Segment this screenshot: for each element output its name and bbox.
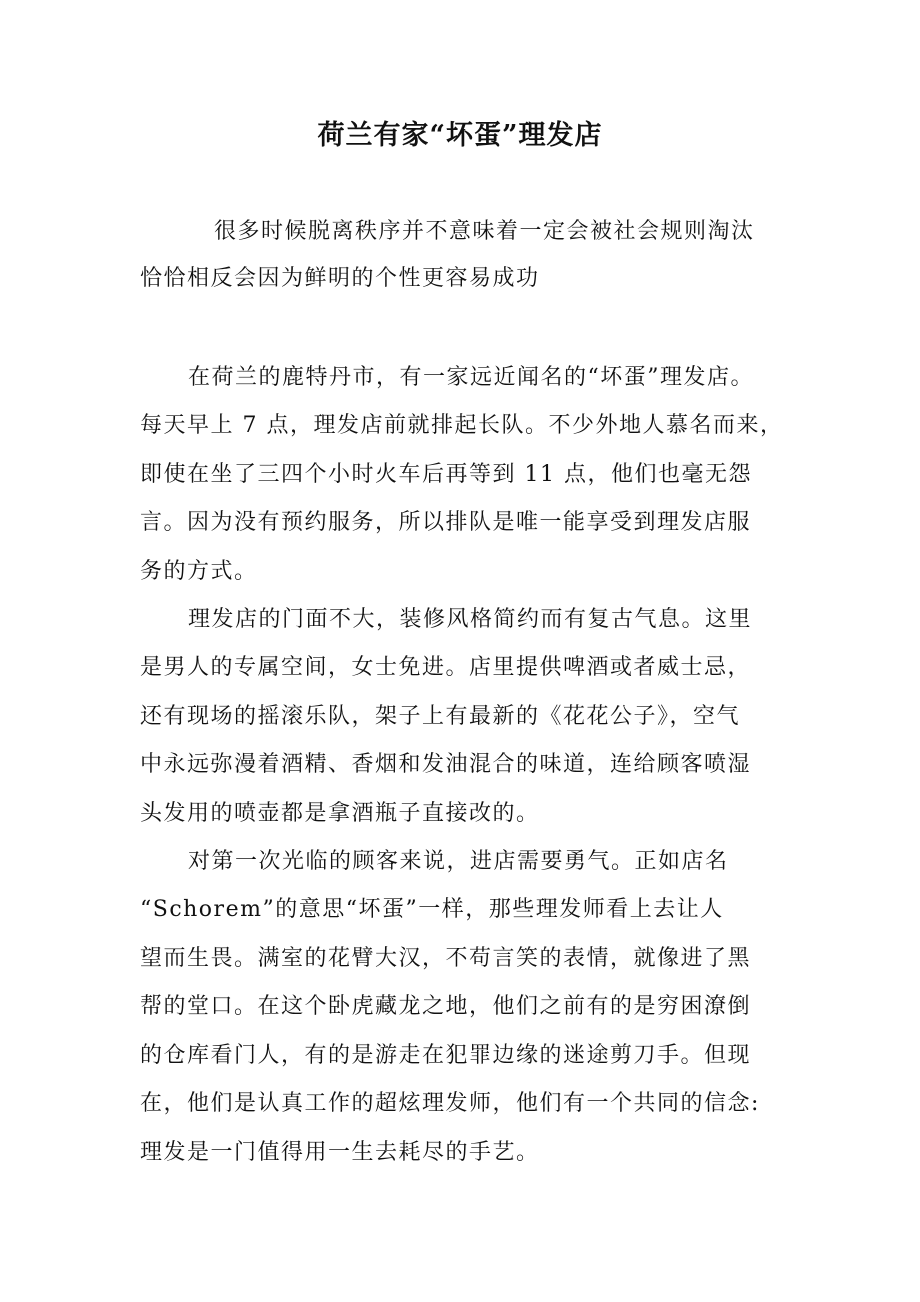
text-line: 还有现场的摇滚乐队，架子上有最新的《花花公子》，空气 [140, 703, 741, 729]
text-line: 理发店的门面不大，装修风格简约而有复古气息。这里 [188, 607, 753, 633]
text-line: 即使在坐了三四个小时火车后再等到 11 点，他们也毫无怨 [140, 461, 752, 487]
text-line: 在，他们是认真工作的超炫理发师，他们有一个共同的信念: [140, 1091, 760, 1117]
text-line: 是男人的专属空间，女士免进。店里提供啤酒或者威士忌， [140, 655, 752, 681]
text-line: 的仓库看门人，有的是游走在犯罪边缘的迷途剪刀手。但现 [140, 1042, 752, 1068]
text-line: 对第一次光临的顾客来说，进店需要勇气。正如店名 [188, 849, 729, 875]
text-line: 言。因为没有预约服务，所以排队是唯一能享受到理发店服 [140, 510, 752, 536]
text-line: 头发用的喷壶都是拿酒瓶子直接改的。 [140, 800, 540, 826]
text-line: “Schorem”的意思“坏蛋”一样，那些理发师看上去让人 [140, 897, 724, 923]
text-line: 中永远弥漫着酒精、香烟和发油混合的味道，连给顾客喷湿 [140, 752, 752, 778]
text-line: 理发是一门值得用一生去耗尽的手艺。 [140, 1139, 540, 1165]
text-line: 帮的堂口。在这个卧虎藏龙之地，他们之前有的是穷困潦倒 [140, 994, 752, 1020]
subtitle-line: 很多时候脱离秩序并不意味着一定会被社会规则淘汰 [214, 219, 755, 244]
article-body [140, 354, 790, 1177]
text-line: 望而生畏。满室的花臂大汉，不苟言笑的表情，就像进了黑 [140, 945, 752, 971]
document-title: 荷兰有家“坏蛋”理发店 [317, 120, 603, 151]
text-line: 每天早上 7 点，理发店前就排起长队。不少外地人慕名而来， [140, 413, 784, 439]
paragraph [140, 354, 790, 596]
subtitle-line: 恰恰相反会因为鲜明的个性更容易成功 [140, 266, 540, 291]
document-subtitle [140, 208, 790, 302]
text-line: 务的方式。 [140, 558, 258, 584]
text-line: 在荷兰的鹿特丹市，有一家远近闻名的“坏蛋”理发店。 [188, 365, 754, 390]
paragraph [140, 596, 790, 838]
paragraph [140, 838, 790, 1177]
